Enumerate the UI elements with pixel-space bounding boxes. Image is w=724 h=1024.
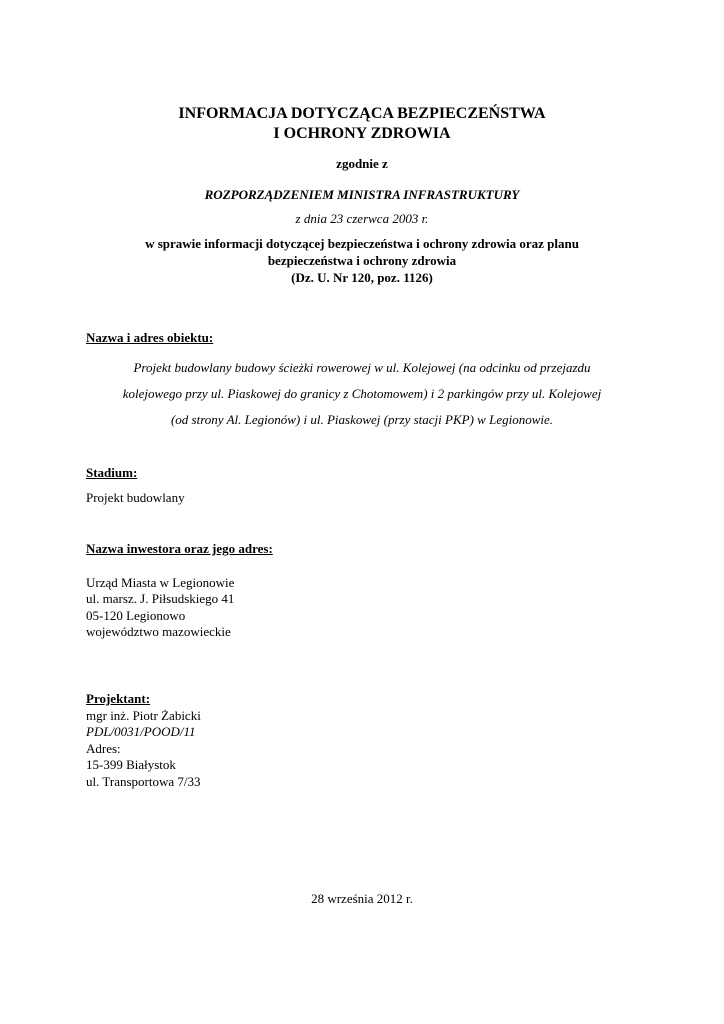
stage-heading: Stadium:	[86, 465, 138, 480]
investor-street: ul. marsz. J. Piłsudskiego 41	[86, 591, 235, 606]
regulation-subject-line1: w sprawie informacji dotyczącej bezpieczeństwa i ochrony zdrowia oraz planu	[145, 236, 579, 251]
object-description-line: kolejowego przy ul. Piaskowej do granicy z Chotomowem) i 2 parkingów przy ul. Kolejowej	[122, 386, 602, 401]
investor-name: Urząd Miasta w Legionowie	[86, 575, 235, 590]
object-heading: Nazwa i adres obiektu:	[86, 330, 214, 345]
regulation-date: z dnia 23 czerwca 2003 r.	[295, 211, 429, 226]
designer-postal: 15-399 Białystok	[86, 757, 176, 772]
stage-value: Projekt budowlany	[86, 490, 185, 505]
designer-license: PDL/0031/POOD/11	[86, 724, 196, 739]
regulation-name: ROZPORZĄDZENIEM MINISTRA INFRASTRUKTURY	[204, 187, 520, 202]
document-title-line2: I OCHRONY ZDROWIA	[273, 125, 451, 142]
designer-name: mgr inż. Piotr Żabicki	[86, 708, 201, 723]
object-description	[84, 355, 640, 433]
object-description-line: Projekt budowlany budowy ścieżki rowerowej w ul. Kolejowej (na odcinku od przejazdu	[133, 360, 591, 375]
designer-street: ul. Transportowa 7/33	[86, 774, 201, 789]
regulation-reference: (Dz. U. Nr 120, poz. 1126)	[291, 270, 433, 285]
investor-heading: Nazwa inwestora oraz jego adres:	[86, 541, 273, 556]
object-description-line: (od strony Al. Legionów) i ul. Piaskowej (przy stacji PKP) w Legionowie.	[170, 412, 554, 427]
designer-heading: Projektant:	[86, 691, 151, 706]
investor-postal: 05-120 Legionowo	[86, 608, 186, 623]
according-to: zgodnie z	[336, 156, 388, 171]
designer-address-label: Adres:	[86, 741, 121, 756]
document-title-line1: INFORMACJA DOTYCZĄCA BEZPIECZEŃSTWA	[178, 105, 546, 122]
investor-region: województwo mazowieckie	[86, 624, 231, 639]
document-date: 28 września 2012 r.	[311, 891, 413, 906]
regulation-subject-line2: bezpieczeństwa i ochrony zdrowia	[267, 253, 457, 268]
